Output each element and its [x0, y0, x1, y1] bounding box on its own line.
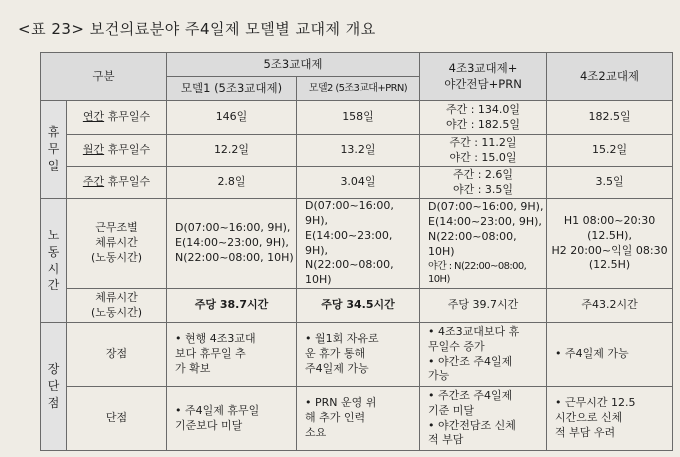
- monthly-model1: 12.2일: [167, 135, 297, 167]
- row-label-weekly: [67, 167, 167, 199]
- shift-model1: D(07:00~16:00, 9H), E(14:00~23:00, 9H), N(22:00~08:00, 10H): [167, 199, 297, 289]
- stay-model2: 주당 34.5시간: [297, 289, 420, 323]
- shift-4x3-night: 야간 : N(22:00~08:00, 10H): [428, 260, 527, 286]
- pros-4x2: • 주4일제 가능: [547, 323, 673, 387]
- label-weekly-rest: 휴무일수: [104, 175, 151, 189]
- label-monthly-ul: 월간: [82, 143, 105, 157]
- cons-model1: • 주4일제 휴무일 기준보다 미달: [167, 387, 297, 451]
- stay-4x2: 주43.2시간: [547, 289, 673, 323]
- annual-model2: 158일: [297, 101, 420, 135]
- shift-model-table: [40, 52, 673, 451]
- header-model1: 모델1 (5조3교대제): [167, 77, 297, 101]
- row-label-stay: 체류시간 (노동시간): [67, 289, 167, 323]
- header-model2: 모델2 (5조3교대+PRN): [297, 77, 420, 101]
- monthly-4x3: 주간 : 11.2일 야간 : 15.0일: [420, 135, 547, 167]
- label-weekly-ul: 주간: [82, 175, 105, 189]
- shift-4x3: [420, 199, 547, 289]
- monthly-model2: 13.2일: [297, 135, 420, 167]
- annual-4x2: 182.5일: [547, 101, 673, 135]
- cons-4x3: • 주간조 주4일제 기준 미달 • 야간전담조 신체 적 부담: [420, 387, 547, 451]
- section-pros-cons: 장 단 점: [41, 323, 67, 451]
- table-title: <표 23> 보건의료분야 주4일제 모델별 교대제 개요: [18, 20, 376, 38]
- pros-model2: • 월1회 자유로 운 휴가 통해 주4일제 가능: [297, 323, 420, 387]
- label-monthly-rest: 휴무일수: [104, 143, 151, 157]
- annual-4x3: 주간 : 134.0일 야간 : 182.5일: [420, 101, 547, 135]
- cons-model2: • PRN 운영 위 해 추가 인력 소요: [297, 387, 420, 451]
- header-4x3-prn: 4조3교대제+ 야간전담+PRN: [420, 53, 547, 101]
- stay-4x3: 주당 39.7시간: [420, 289, 547, 323]
- stay-model1: 주당 38.7시간: [167, 289, 297, 323]
- row-label-shift: 근무조별 체류시간 (노동시간): [67, 199, 167, 289]
- weekly-4x2: 3.5일: [547, 167, 673, 199]
- weekly-model2: 3.04일: [297, 167, 420, 199]
- header-4x2: 4조2교대제: [547, 53, 673, 101]
- row-label-cons: 단점: [67, 387, 167, 451]
- shift-4x2: H1 08:00~20:30 (12.5H), H2 20:00~익일 08:30 (12.5H): [547, 199, 673, 289]
- cons-4x2: • 근무시간 12.5 시간으로 신체 적 부담 우려: [547, 387, 673, 451]
- section-labor-time: 노동 시간: [41, 199, 67, 323]
- annual-model1: 146일: [167, 101, 297, 135]
- header-5x3-group: 5조3교대제: [167, 53, 420, 77]
- section-rest-days: 휴 무 일: [41, 101, 67, 199]
- monthly-4x2: 15.2일: [547, 135, 673, 167]
- shift-model2: D(07:00~16:00, 9H), E(14:00~23:00, 9H), N(22:00~08:00, 10H): [297, 199, 420, 289]
- pros-4x3: • 4조3교대보다 휴 무일수 증가 • 야간조 주4일제 가능: [420, 323, 547, 387]
- weekly-4x3: 주간 : 2.6일 야간 : 3.5일: [420, 167, 547, 199]
- row-label-monthly: [67, 135, 167, 167]
- row-label-annual: [67, 101, 167, 135]
- weekly-model1: 2.8일: [167, 167, 297, 199]
- label-annual-rest: 휴무일수: [104, 110, 151, 124]
- label-annual-ul: 연간: [82, 110, 105, 124]
- pros-model1: • 현행 4조3교대 보다 휴무일 추 가 확보: [167, 323, 297, 387]
- row-label-pros: 장점: [67, 323, 167, 387]
- header-gubun: 구분: [41, 53, 167, 101]
- shift-4x3-main: D(07:00~16:00, 9H), E(14:00~23:00, 9H), N(22:00~08:00, 10H): [428, 200, 544, 258]
